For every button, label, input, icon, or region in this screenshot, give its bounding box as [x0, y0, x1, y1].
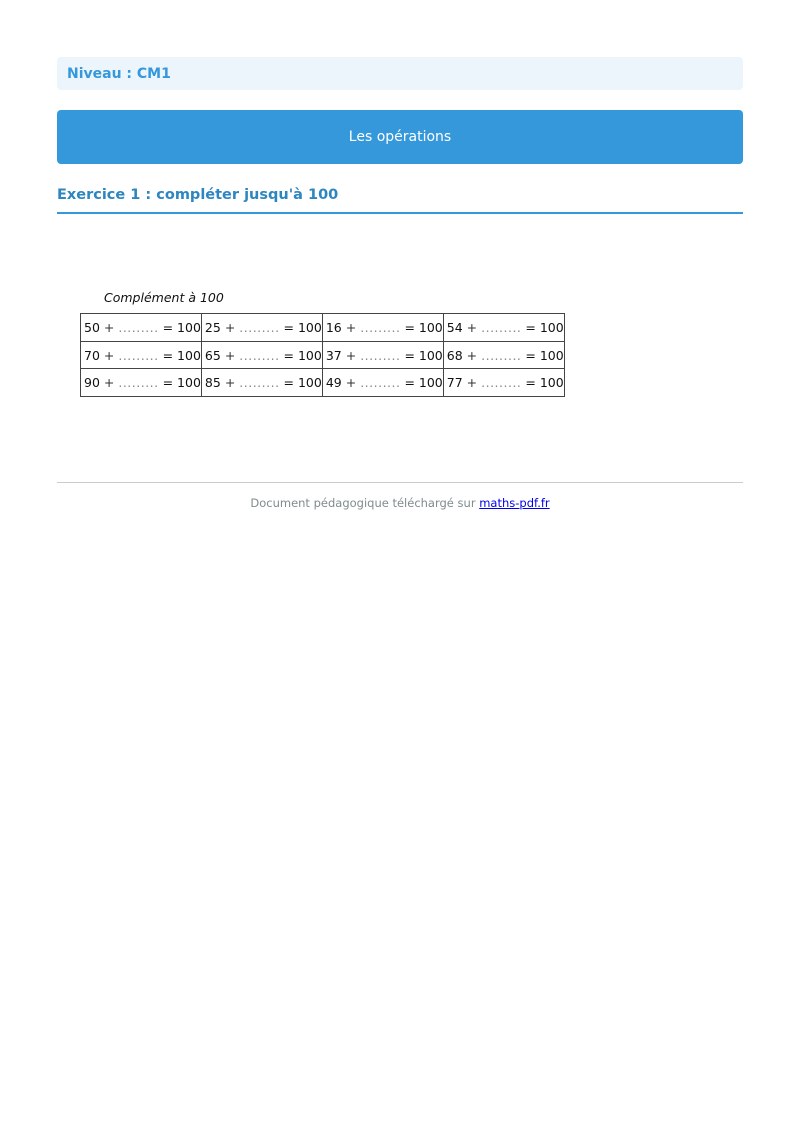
equals-target: = 100	[525, 375, 564, 391]
exercise-cell	[81, 369, 202, 397]
plus-sign: +	[466, 347, 478, 363]
exercise-cell	[443, 314, 564, 342]
footer-divider	[57, 482, 743, 483]
exercise-title: Exercice 1 : compléter jusqu'à 100	[57, 185, 743, 214]
worksheet-title: Complément à 100	[104, 290, 224, 305]
cell-number: 77	[446, 375, 463, 391]
answer-blank: .........	[239, 347, 280, 363]
equals-target: = 100	[162, 347, 201, 363]
plus-sign: +	[466, 319, 478, 335]
exercise-cell	[443, 341, 564, 369]
exercise-cell	[201, 341, 322, 369]
equals-target: = 100	[162, 375, 201, 391]
answer-blank: .........	[481, 347, 522, 363]
exercise-cell	[81, 314, 202, 342]
equals-target: = 100	[525, 347, 564, 363]
equals-target: = 100	[283, 347, 322, 363]
exercise-cell	[322, 314, 443, 342]
answer-blank: .........	[239, 375, 280, 391]
cell-number: 16	[325, 319, 342, 335]
equals-target: = 100	[162, 319, 201, 335]
exercise-cell	[81, 341, 202, 369]
cell-number: 54	[446, 319, 463, 335]
section-banner	[57, 110, 743, 164]
answer-blank: .........	[481, 319, 522, 335]
plus-sign: +	[345, 347, 357, 363]
plus-sign: +	[466, 375, 478, 391]
table-row	[81, 314, 565, 342]
exercise-cell	[322, 341, 443, 369]
banner-title: Les opérations	[348, 129, 452, 145]
answer-blank: .........	[118, 375, 159, 391]
exercise-cell	[201, 314, 322, 342]
answer-blank: .........	[239, 319, 280, 335]
cell-number: 50	[84, 319, 100, 335]
plus-sign: +	[103, 375, 115, 391]
answer-blank: .........	[360, 347, 401, 363]
footer	[57, 496, 743, 510]
equals-target: = 100	[404, 319, 443, 335]
exercise-grid	[80, 313, 565, 397]
equals-target: = 100	[283, 375, 322, 391]
plus-sign: +	[224, 319, 236, 335]
equals-target: = 100	[283, 319, 322, 335]
cell-number: 65	[204, 347, 221, 363]
plus-sign: +	[345, 375, 357, 391]
footer-text: Document pédagogique téléchargé sur	[250, 496, 480, 510]
cell-number: 37	[325, 347, 342, 363]
answer-blank: .........	[118, 347, 159, 363]
equals-target: = 100	[525, 319, 564, 335]
footer-link[interactable]: maths-pdf.fr	[479, 496, 550, 510]
cell-number: 70	[84, 347, 100, 363]
level-badge	[57, 57, 743, 90]
plus-sign: +	[345, 319, 357, 335]
cell-number: 25	[204, 319, 221, 335]
plus-sign: +	[224, 375, 236, 391]
table-row	[81, 341, 565, 369]
exercise-cell	[322, 369, 443, 397]
answer-blank: .........	[118, 319, 159, 335]
cell-number: 85	[204, 375, 221, 391]
answer-blank: .........	[360, 319, 401, 335]
plus-sign: +	[224, 347, 236, 363]
exercise-cell	[201, 369, 322, 397]
answer-blank: .........	[360, 375, 401, 391]
answer-blank: .........	[481, 375, 522, 391]
cell-number: 68	[446, 347, 463, 363]
plus-sign: +	[103, 319, 115, 335]
cell-number: 49	[325, 375, 342, 391]
equals-target: = 100	[404, 375, 443, 391]
exercise-cell	[443, 369, 564, 397]
cell-number: 90	[84, 375, 100, 391]
level-text: Niveau : CM1	[67, 65, 171, 82]
table-row	[81, 369, 565, 397]
equals-target: = 100	[404, 347, 443, 363]
plus-sign: +	[103, 347, 115, 363]
